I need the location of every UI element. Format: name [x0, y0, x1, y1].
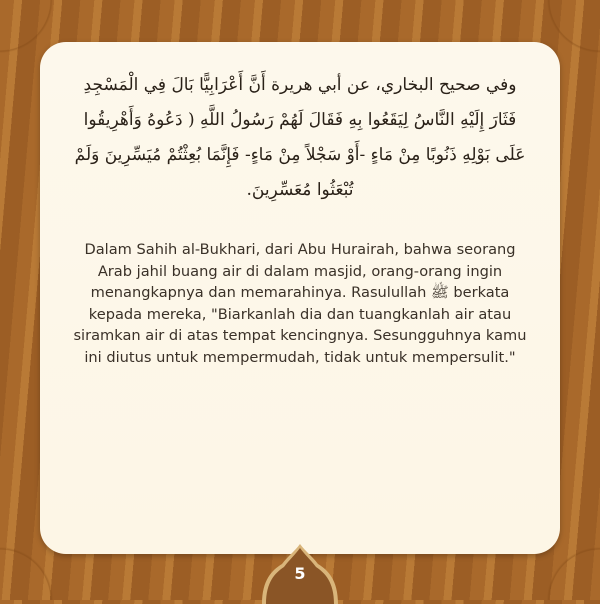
translation-text: Dalam Sahih al-Bukhari, dari Abu Hurairah, bahwa seorang Arab jahil buang air di dalam masjid, orang-orang ingin menangkapnya dan memarahinya. Rasulullah ﷺ berkata kepada mereka, "Biarkanlah dia dan tuangkanlah air atau siramkan air di atas tempat kencingnya. Sesungguhnya kamu ini diutus untuk mempermudah, tidak untuk mempersulit." [73, 241, 527, 366]
page-number-badge [258, 540, 342, 604]
page-number: 5 [294, 564, 306, 583]
arabic-hadith-text: وفي صحيح البخاري، عن أبي هريرة أَنَّ أَعْرَابِيًّا بَالَ فِي الْمَسْجِدِ فَثَارَ إِلَيْهِ النَّاسُ لِيَقَعُوا بِهِ فَقَالَ لَهُمْ رَسُولُ اللَّهِ ( دَعُوهُ وَأَهْرِيقُوا عَلَى بَوْلِهِ ذَنُوبًا مِنْ مَاءٍ -أَوْ سَجْلاً مِنْ مَاءٍ- فَإِنَّمَا بُعِثْتُمْ مُيَسِّرِينَ وَلَمْ تُبْعَثُوا مُعَسِّرِينَ. [74, 75, 526, 200]
